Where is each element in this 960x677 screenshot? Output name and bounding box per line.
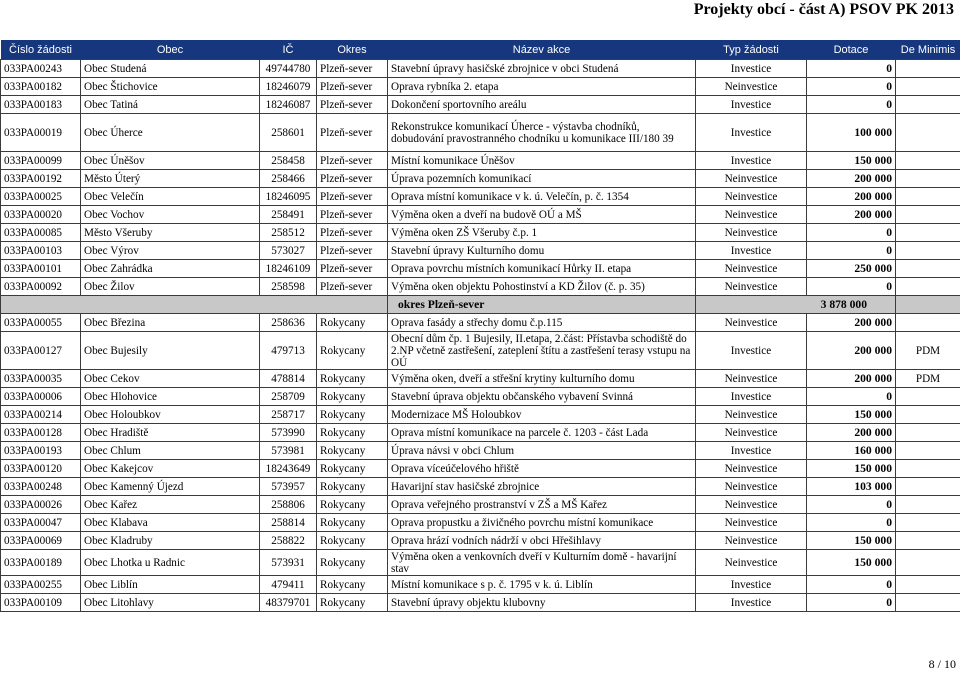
cell-typ-zadosti: Neinvestice (696, 532, 807, 550)
cell-nazev-akce: Místní komunikace Úněšov (388, 152, 696, 170)
cell-cislo-zadosti: 033PA00127 (1, 332, 81, 370)
cell-okres: Plzeň-sever (317, 78, 388, 96)
cell-obec: Obec Žilov (81, 278, 260, 296)
cell-dotace: 200 000 (807, 206, 896, 224)
cell-cislo-zadosti: 033PA00109 (1, 594, 81, 612)
cell-cislo-zadosti: 033PA00019 (1, 114, 81, 152)
cell-typ-zadosti: Neinvestice (696, 260, 807, 278)
cell-cislo-zadosti: 033PA00120 (1, 460, 81, 478)
table-row (1, 406, 960, 424)
cell-okres: Rokycany (317, 370, 388, 388)
header-de-minimis: De Minimis (896, 40, 960, 60)
header-ic: IČ (260, 40, 317, 60)
cell-typ-zadosti: Investice (696, 442, 807, 460)
cell-okres: Plzeň-sever (317, 224, 388, 242)
cell-typ-zadosti: Investice (696, 594, 807, 612)
cell-ic: 48379701 (260, 594, 317, 612)
cell-obec: Obec Výrov (81, 242, 260, 260)
cell-obec: Obec Holoubkov (81, 406, 260, 424)
cell-cislo-zadosti: 033PA00193 (1, 442, 81, 460)
table-row (1, 114, 960, 152)
cell-ic: 258491 (260, 206, 317, 224)
cell-de-minimis (896, 152, 960, 170)
cell-ic: 258598 (260, 278, 317, 296)
cell-ic: 258512 (260, 224, 317, 242)
cell-obec: Obec Tatiná (81, 96, 260, 114)
cell-ic: 258636 (260, 314, 317, 332)
cell-de-minimis (896, 406, 960, 424)
cell-de-minimis (896, 388, 960, 406)
cell-ic: 573990 (260, 424, 317, 442)
cell-okres: Rokycany (317, 460, 388, 478)
cell-dotace: 0 (807, 496, 896, 514)
cell-typ-zadosti: Neinvestice (696, 206, 807, 224)
cell-nazev-akce: Výměna oken, dveří a střešní krytiny kulturního domu (388, 370, 696, 388)
cell-okres: Rokycany (317, 514, 388, 532)
cell-typ-zadosti: Investice (696, 242, 807, 260)
table-row (1, 442, 960, 460)
cell-dotace: 0 (807, 278, 896, 296)
cell-de-minimis (896, 550, 960, 576)
cell-nazev-akce: Rekonstrukce komunikací Úherce - výstavba chodníků, dobudování pravostranného chodníku u komunikace III/180 39 (388, 114, 696, 152)
cell-okres: Rokycany (317, 496, 388, 514)
summary-empty (896, 296, 960, 314)
cell-de-minimis (896, 314, 960, 332)
cell-dotace: 0 (807, 594, 896, 612)
cell-cislo-zadosti: 033PA00183 (1, 96, 81, 114)
cell-de-minimis (896, 170, 960, 188)
cell-okres: Rokycany (317, 594, 388, 612)
cell-de-minimis (896, 514, 960, 532)
cell-nazev-akce: Výměna oken a venkovních dveří v Kulturním domě - havarijní stav (388, 550, 696, 576)
cell-nazev-akce: Oprava veřejného prostranství v ZŠ a MŠ Kařez (388, 496, 696, 514)
cell-nazev-akce: Výměna oken ZŠ Všeruby č.p. 1 (388, 224, 696, 242)
cell-okres: Plzeň-sever (317, 206, 388, 224)
cell-de-minimis (896, 60, 960, 78)
cell-obec: Obec Hlohovice (81, 388, 260, 406)
cell-okres: Rokycany (317, 550, 388, 576)
cell-typ-zadosti: Neinvestice (696, 170, 807, 188)
cell-ic: 258709 (260, 388, 317, 406)
cell-obec: Obec Liblín (81, 576, 260, 594)
cell-obec: Obec Klabava (81, 514, 260, 532)
cell-obec: Obec Kladruby (81, 532, 260, 550)
cell-obec: Obec Vochov (81, 206, 260, 224)
cell-cislo-zadosti: 033PA00069 (1, 532, 81, 550)
cell-nazev-akce: Oprava fasády a střechy domu č.p.115 (388, 314, 696, 332)
table-row (1, 242, 960, 260)
cell-ic: 573957 (260, 478, 317, 496)
header-dotace: Dotace (807, 40, 896, 60)
cell-ic: 478814 (260, 370, 317, 388)
cell-cislo-zadosti: 033PA00192 (1, 170, 81, 188)
cell-ic: 573981 (260, 442, 317, 460)
table-row (1, 206, 960, 224)
cell-cislo-zadosti: 033PA00103 (1, 242, 81, 260)
cell-obec: Město Úterý (81, 170, 260, 188)
cell-nazev-akce: Oprava víceúčelového hřiště (388, 460, 696, 478)
cell-de-minimis (896, 496, 960, 514)
cell-de-minimis (896, 478, 960, 496)
cell-de-minimis (896, 594, 960, 612)
cell-obec: Obec Březina (81, 314, 260, 332)
cell-de-minimis (896, 260, 960, 278)
cell-cislo-zadosti: 033PA00020 (1, 206, 81, 224)
cell-cislo-zadosti: 033PA00099 (1, 152, 81, 170)
summary-label: okres Plzeň-sever (388, 296, 696, 314)
cell-obec: Obec Studená (81, 60, 260, 78)
cell-typ-zadosti: Neinvestice (696, 406, 807, 424)
cell-nazev-akce: Oprava rybníka 2. etapa (388, 78, 696, 96)
cell-nazev-akce: Oprava povrchu místních komunikací Hůrky II. etapa (388, 260, 696, 278)
cell-cislo-zadosti: 033PA00055 (1, 314, 81, 332)
cell-typ-zadosti: Neinvestice (696, 78, 807, 96)
cell-okres: Rokycany (317, 332, 388, 370)
table-row (1, 260, 960, 278)
table-row (1, 278, 960, 296)
cell-okres: Rokycany (317, 442, 388, 460)
table-row (1, 514, 960, 532)
table-row (1, 60, 960, 78)
cell-dotace: 200 000 (807, 170, 896, 188)
cell-nazev-akce: Stavební úpravy objektu klubovny (388, 594, 696, 612)
cell-ic: 18243649 (260, 460, 317, 478)
cell-okres: Plzeň-sever (317, 60, 388, 78)
cell-ic: 18246079 (260, 78, 317, 96)
cell-dotace: 150 000 (807, 532, 896, 550)
cell-nazev-akce: Výměna oken a dveří na budově OÚ a MŠ (388, 206, 696, 224)
cell-obec: Město Všeruby (81, 224, 260, 242)
cell-obec: Obec Kakejcov (81, 460, 260, 478)
cell-nazev-akce: Oprava propustku a živičného povrchu místní komunikace (388, 514, 696, 532)
cell-de-minimis (896, 424, 960, 442)
cell-ic: 18246109 (260, 260, 317, 278)
cell-typ-zadosti: Neinvestice (696, 460, 807, 478)
cell-typ-zadosti: Investice (696, 332, 807, 370)
cell-typ-zadosti: Neinvestice (696, 514, 807, 532)
table-row (1, 576, 960, 594)
table-row (1, 170, 960, 188)
cell-dotace: 150 000 (807, 152, 896, 170)
cell-nazev-akce: Obecní dům čp. 1 Bujesily, II.etapa, 2.část: Přístavba schodiště do 2.NP včetně zastřešení, zateplení štítu a zastřešení terasy vstupu na OÚ (388, 332, 696, 370)
cell-nazev-akce: Oprava hrází vodních nádrží v obci Hřešihlavy (388, 532, 696, 550)
cell-de-minimis (896, 460, 960, 478)
cell-ic: 479713 (260, 332, 317, 370)
cell-okres: Plzeň-sever (317, 242, 388, 260)
cell-cislo-zadosti: 033PA00101 (1, 260, 81, 278)
cell-cislo-zadosti: 033PA00006 (1, 388, 81, 406)
cell-dotace: 250 000 (807, 260, 896, 278)
cell-nazev-akce: Úprava pozemních komunikací (388, 170, 696, 188)
table-row (1, 188, 960, 206)
cell-obec: Obec Velečín (81, 188, 260, 206)
table-row (1, 496, 960, 514)
cell-okres: Rokycany (317, 576, 388, 594)
header-okres: Okres (317, 40, 388, 60)
cell-dotace: 0 (807, 514, 896, 532)
table-row (1, 460, 960, 478)
cell-okres: Plzeň-sever (317, 152, 388, 170)
cell-ic: 18246095 (260, 188, 317, 206)
cell-obec: Obec Cekov (81, 370, 260, 388)
cell-ic: 573027 (260, 242, 317, 260)
table-row (1, 388, 960, 406)
cell-nazev-akce: Výměna oken objektu Pohostinství a KD Žilov (č. p. 35) (388, 278, 696, 296)
cell-obec: Obec Kamenný Újezd (81, 478, 260, 496)
district-summary-row (1, 296, 960, 314)
cell-okres: Rokycany (317, 314, 388, 332)
cell-de-minimis: PDM (896, 332, 960, 370)
cell-ic: 258601 (260, 114, 317, 152)
cell-de-minimis (896, 576, 960, 594)
cell-obec: Obec Zahrádka (81, 260, 260, 278)
cell-okres: Rokycany (317, 532, 388, 550)
cell-dotace: 150 000 (807, 550, 896, 576)
cell-typ-zadosti: Neinvestice (696, 278, 807, 296)
cell-de-minimis (896, 188, 960, 206)
table-row (1, 594, 960, 612)
cell-dotace: 0 (807, 576, 896, 594)
table-row (1, 152, 960, 170)
cell-cislo-zadosti: 033PA00092 (1, 278, 81, 296)
cell-nazev-akce: Úprava návsi v obci Chlum (388, 442, 696, 460)
cell-typ-zadosti: Neinvestice (696, 424, 807, 442)
cell-okres: Plzeň-sever (317, 278, 388, 296)
cell-cislo-zadosti: 033PA00128 (1, 424, 81, 442)
cell-okres: Plzeň-sever (317, 188, 388, 206)
cell-ic: 573931 (260, 550, 317, 576)
table-row (1, 478, 960, 496)
table-header-row (1, 40, 960, 60)
cell-okres: Rokycany (317, 406, 388, 424)
cell-obec: Obec Chlum (81, 442, 260, 460)
cell-dotace: 0 (807, 224, 896, 242)
cell-obec: Obec Úněšov (81, 152, 260, 170)
cell-typ-zadosti: Neinvestice (696, 370, 807, 388)
cell-cislo-zadosti: 033PA00255 (1, 576, 81, 594)
table-row (1, 224, 960, 242)
page-number: 8 / 10 (928, 657, 956, 671)
cell-ic: 258466 (260, 170, 317, 188)
cell-nazev-akce: Stavební úprava objektu občanského vybavení Svinná (388, 388, 696, 406)
cell-dotace: 0 (807, 60, 896, 78)
document-title: Projekty obcí - část A) PSOV PK 2013 (693, 1, 954, 18)
cell-okres: Plzeň-sever (317, 96, 388, 114)
cell-nazev-akce: Havarijní stav hasičské zbrojnice (388, 478, 696, 496)
table-row (1, 532, 960, 550)
cell-nazev-akce: Modernizace MŠ Holoubkov (388, 406, 696, 424)
cell-dotace: 200 000 (807, 332, 896, 370)
cell-dotace: 200 000 (807, 424, 896, 442)
cell-okres: Rokycany (317, 424, 388, 442)
cell-okres: Rokycany (317, 478, 388, 496)
cell-ic: 258822 (260, 532, 317, 550)
cell-nazev-akce: Dokončení sportovního areálu (388, 96, 696, 114)
cell-typ-zadosti: Investice (696, 114, 807, 152)
table-row (1, 96, 960, 114)
table-row (1, 314, 960, 332)
cell-nazev-akce: Stavební úpravy Kulturního domu (388, 242, 696, 260)
cell-typ-zadosti: Neinvestice (696, 478, 807, 496)
cell-ic: 479411 (260, 576, 317, 594)
projects-table (0, 40, 960, 612)
cell-nazev-akce: Oprava místní komunikace v k. ú. Velečín, p. č. 1354 (388, 188, 696, 206)
cell-typ-zadosti: Investice (696, 388, 807, 406)
cell-okres: Plzeň-sever (317, 260, 388, 278)
table-row (1, 78, 960, 96)
cell-dotace: 0 (807, 388, 896, 406)
cell-de-minimis (896, 242, 960, 260)
header-nazev-akce: Název akce (388, 40, 696, 60)
cell-obec: Obec Bujesily (81, 332, 260, 370)
header-obec: Obec (81, 40, 260, 60)
cell-de-minimis (896, 224, 960, 242)
cell-dotace: 160 000 (807, 442, 896, 460)
cell-cislo-zadosti: 033PA00047 (1, 514, 81, 532)
cell-obec: Obec Kařez (81, 496, 260, 514)
cell-typ-zadosti: Neinvestice (696, 314, 807, 332)
cell-obec: Obec Hradiště (81, 424, 260, 442)
cell-dotace: 0 (807, 96, 896, 114)
cell-dotace: 100 000 (807, 114, 896, 152)
cell-nazev-akce: Místní komunikace s p. č. 1795 v k. ú. Liblín (388, 576, 696, 594)
cell-obec: Obec Lhotka u Radnic (81, 550, 260, 576)
table-row (1, 332, 960, 370)
cell-typ-zadosti: Investice (696, 576, 807, 594)
cell-nazev-akce: Stavební úpravy hasičské zbrojnice v obci Studená (388, 60, 696, 78)
cell-de-minimis: PDM (896, 370, 960, 388)
cell-cislo-zadosti: 033PA00248 (1, 478, 81, 496)
cell-cislo-zadosti: 033PA00182 (1, 78, 81, 96)
cell-de-minimis (896, 114, 960, 152)
cell-cislo-zadosti: 033PA00026 (1, 496, 81, 514)
cell-cislo-zadosti: 033PA00189 (1, 550, 81, 576)
cell-ic: 258717 (260, 406, 317, 424)
cell-okres: Rokycany (317, 388, 388, 406)
cell-typ-zadosti: Investice (696, 60, 807, 78)
cell-typ-zadosti: Neinvestice (696, 496, 807, 514)
cell-typ-zadosti: Neinvestice (696, 224, 807, 242)
cell-ic: 258814 (260, 514, 317, 532)
header-cislo-zadosti: Číslo žádosti (1, 40, 81, 60)
cell-dotace: 150 000 (807, 460, 896, 478)
cell-dotace: 200 000 (807, 370, 896, 388)
summary-spacer (1, 296, 388, 314)
cell-obec: Obec Litohlavy (81, 594, 260, 612)
cell-de-minimis (896, 532, 960, 550)
cell-de-minimis (896, 78, 960, 96)
cell-ic: 258458 (260, 152, 317, 170)
cell-cislo-zadosti: 033PA00085 (1, 224, 81, 242)
cell-cislo-zadosti: 033PA00025 (1, 188, 81, 206)
cell-dotace: 200 000 (807, 314, 896, 332)
cell-de-minimis (896, 278, 960, 296)
cell-obec: Obec Štichovice (81, 78, 260, 96)
cell-de-minimis (896, 206, 960, 224)
cell-de-minimis (896, 96, 960, 114)
cell-ic: 49744780 (260, 60, 317, 78)
header-typ-zadosti: Typ žádosti (696, 40, 807, 60)
cell-typ-zadosti: Neinvestice (696, 188, 807, 206)
cell-okres: Plzeň-sever (317, 114, 388, 152)
cell-cislo-zadosti: 033PA00035 (1, 370, 81, 388)
cell-nazev-akce: Oprava místní komunikace na parcele č. 1203 - část Lada (388, 424, 696, 442)
cell-dotace: 0 (807, 242, 896, 260)
cell-cislo-zadosti: 033PA00243 (1, 60, 81, 78)
cell-okres: Plzeň-sever (317, 170, 388, 188)
table-row (1, 550, 960, 576)
cell-dotace: 103 000 (807, 478, 896, 496)
cell-dotace: 0 (807, 78, 896, 96)
cell-typ-zadosti: Investice (696, 152, 807, 170)
cell-dotace: 200 000 (807, 188, 896, 206)
cell-de-minimis (896, 442, 960, 460)
cell-typ-zadosti: Investice (696, 96, 807, 114)
cell-obec: Obec Úherce (81, 114, 260, 152)
cell-typ-zadosti: Neinvestice (696, 550, 807, 576)
table-row (1, 424, 960, 442)
cell-ic: 18246087 (260, 96, 317, 114)
summary-value: 3 878 000 (696, 296, 896, 314)
cell-cislo-zadosti: 033PA00214 (1, 406, 81, 424)
table-row (1, 370, 960, 388)
cell-dotace: 150 000 (807, 406, 896, 424)
cell-ic: 258806 (260, 496, 317, 514)
